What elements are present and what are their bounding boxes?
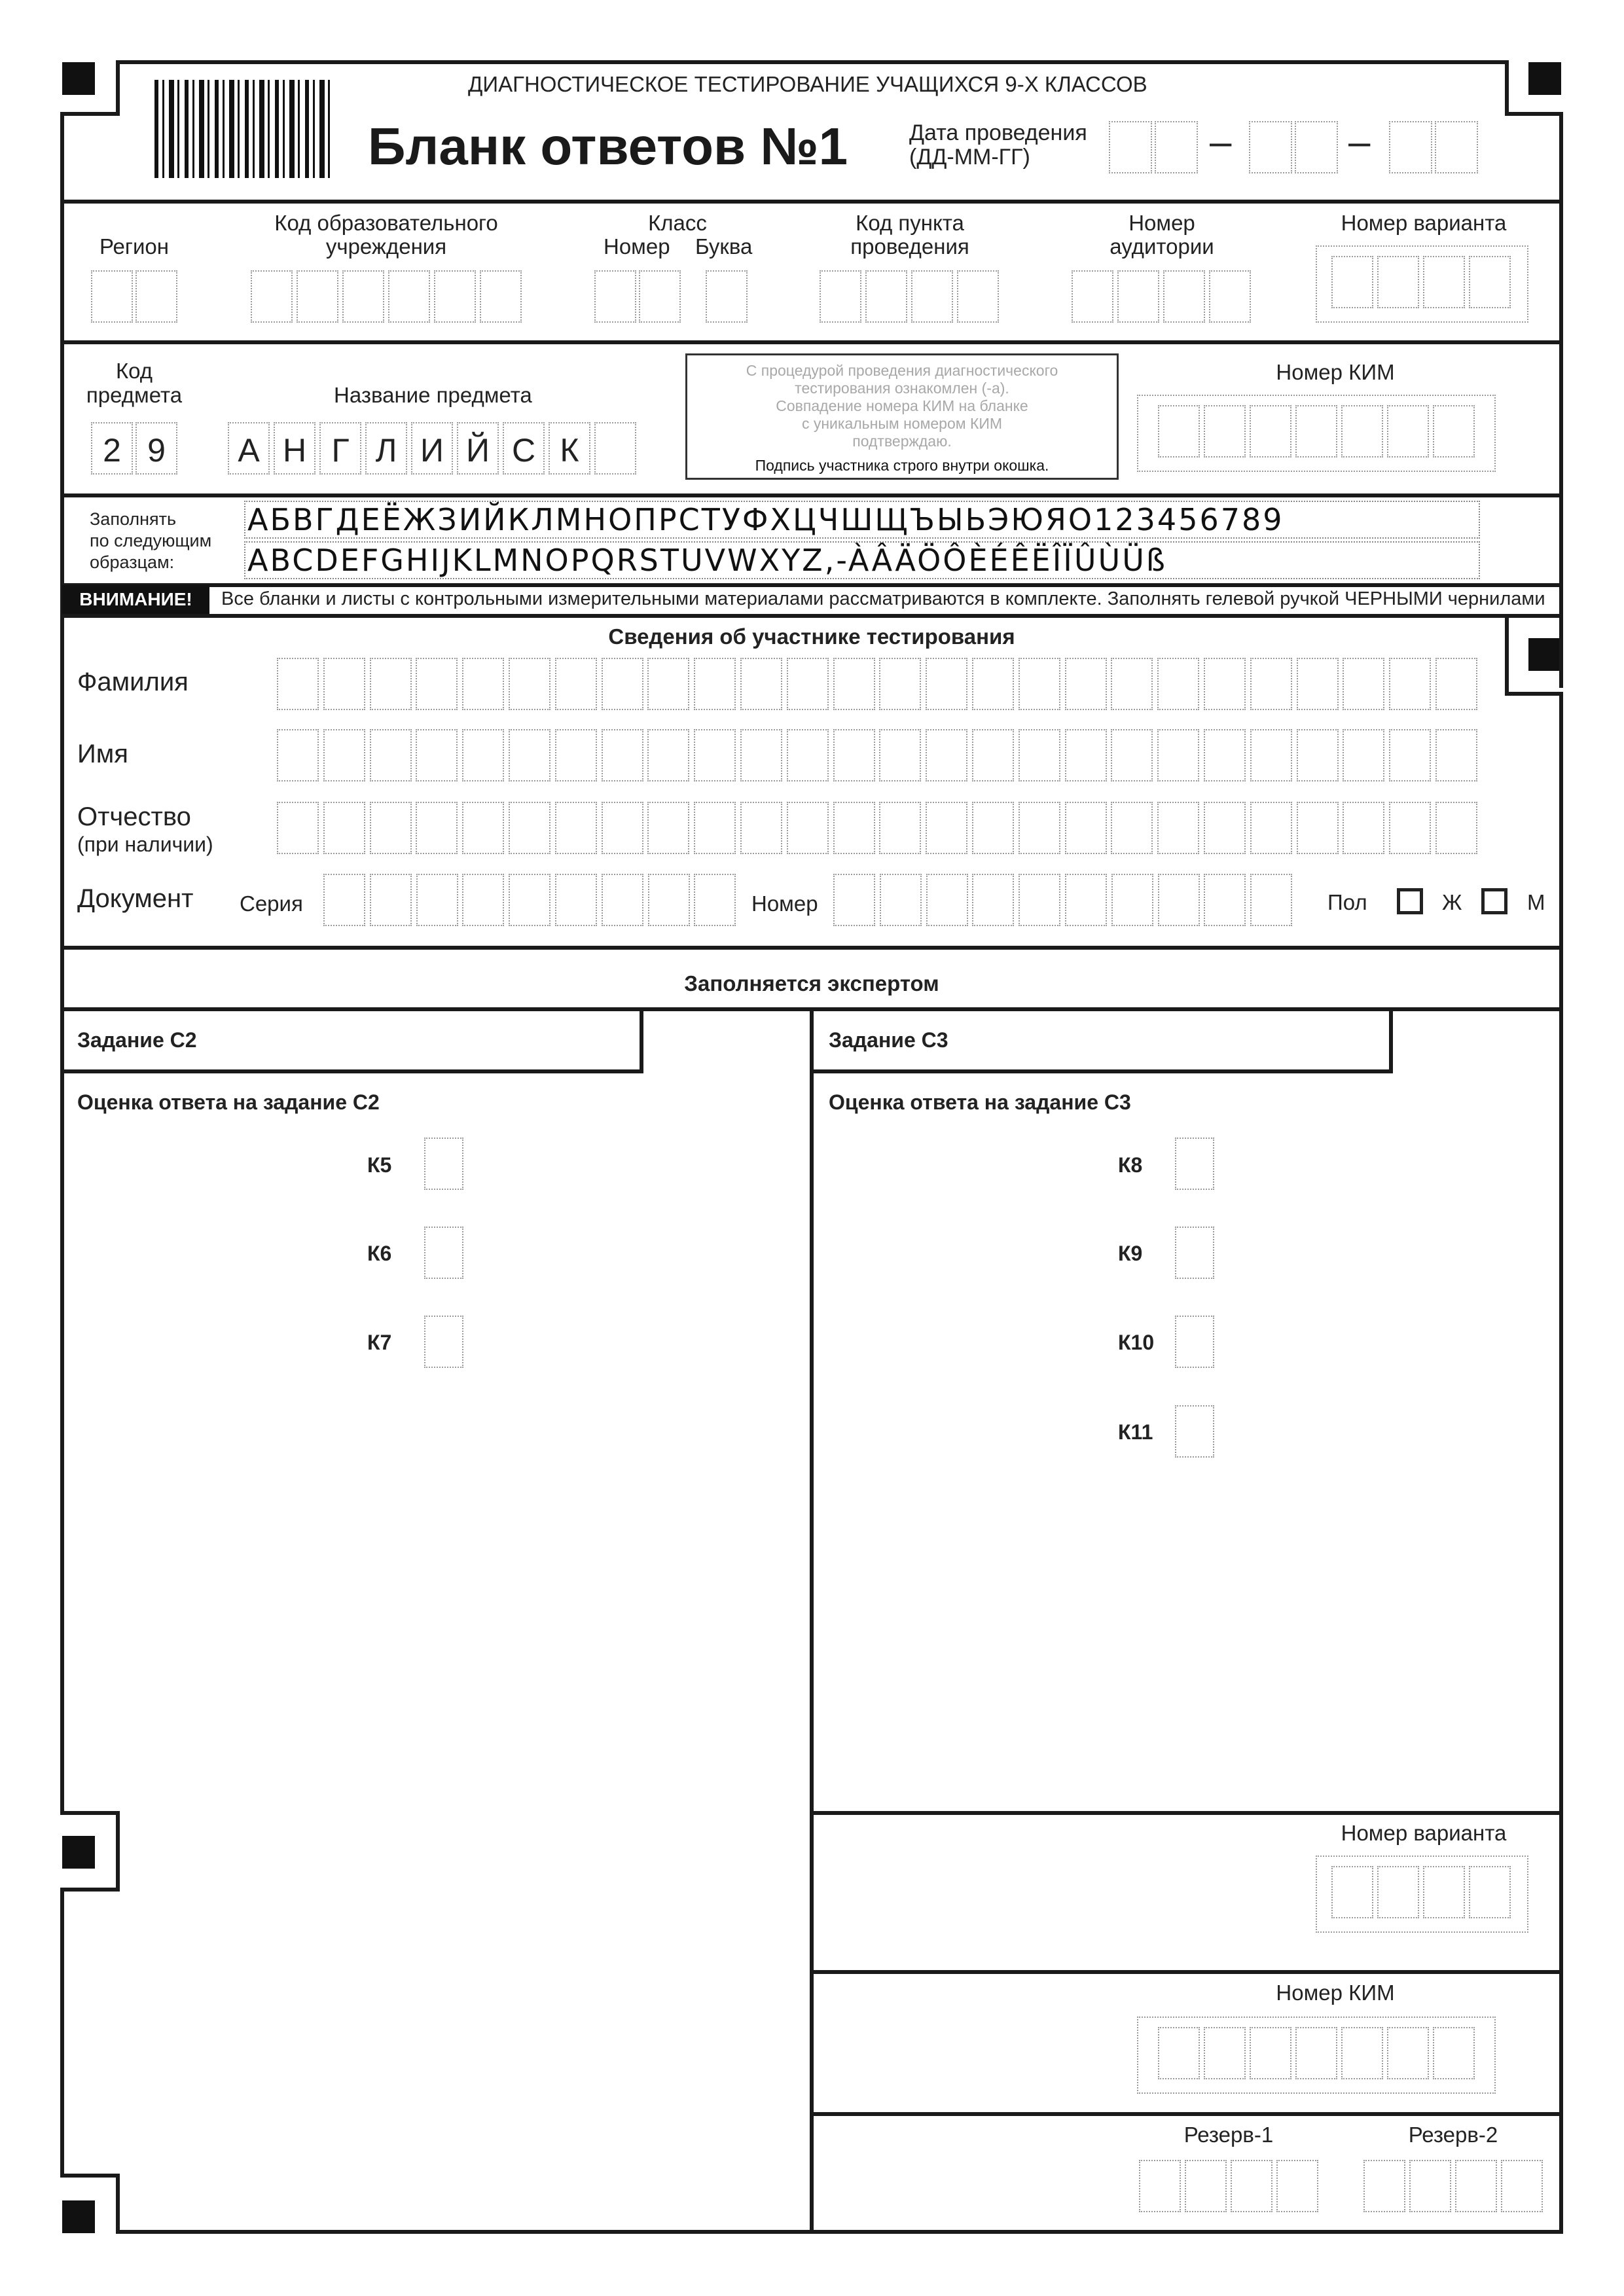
variant-cell[interactable] (1469, 256, 1511, 308)
date-day-cell[interactable] (1109, 121, 1152, 173)
date-label: Дата проведения (909, 120, 1087, 145)
divider-subject (60, 493, 1563, 497)
expert-kim-label: Номер КИМ (1276, 1981, 1395, 2005)
name-cell[interactable] (787, 729, 829, 781)
document-series-cell[interactable] (509, 874, 550, 926)
subject-code-digit: 9 (147, 432, 166, 469)
criterion-k10-cell[interactable] (1175, 1316, 1214, 1368)
class-number-cell[interactable] (639, 270, 681, 323)
surname-cell[interactable] (370, 658, 412, 710)
consent-text-line: с уникальным номером КИМ (801, 415, 1003, 432)
point-code-cell[interactable] (957, 270, 999, 323)
expert-column-divider (810, 1007, 814, 2232)
name-cell[interactable] (1111, 729, 1153, 781)
subject-letter: Г (331, 432, 350, 469)
surname-cell[interactable] (833, 658, 875, 710)
patronymic-cell[interactable] (509, 802, 550, 854)
corner-marker-top-left (62, 62, 95, 95)
subject-name-cell[interactable] (319, 422, 361, 475)
gender-male-checkbox[interactable] (1481, 888, 1507, 914)
kim-cell[interactable] (1204, 405, 1246, 457)
surname-cell[interactable] (1343, 658, 1384, 710)
school-code-cell[interactable] (251, 270, 293, 323)
kim-cell[interactable] (1158, 405, 1200, 457)
subject-name-cell[interactable] (228, 422, 270, 475)
surname-cell[interactable] (509, 658, 550, 710)
date-format-label: (ДД-ММ-ГГ) (909, 145, 1030, 170)
divider-expert-reserve (810, 2112, 1563, 2116)
patronymic-cell[interactable] (1065, 802, 1107, 854)
task-c2-tab-bottom (60, 1069, 643, 1073)
kim-cell[interactable] (1341, 405, 1383, 457)
patronymic-cell[interactable] (1111, 802, 1153, 854)
criterion-k9-label: К9 (1118, 1242, 1143, 1265)
expert-kim-cell[interactable] (1204, 2027, 1246, 2079)
class-number-cell[interactable] (594, 270, 636, 323)
patronymic-cell[interactable] (370, 802, 412, 854)
surname-cell[interactable] (1157, 658, 1199, 710)
surname-cell[interactable] (1250, 658, 1292, 710)
patronymic-cell[interactable] (647, 802, 689, 854)
class-letter-cell[interactable] (706, 270, 748, 323)
subject-name-cell[interactable] (594, 422, 636, 475)
patronymic-cell[interactable] (879, 802, 921, 854)
patronymic-label: Отчество (77, 802, 191, 831)
corner-marker-bottom-left (62, 2200, 95, 2233)
surname-cell[interactable] (787, 658, 829, 710)
room-label: Номер (1128, 211, 1195, 235)
school-code-cell[interactable] (480, 270, 522, 323)
name-cell[interactable] (555, 729, 597, 781)
document-series-cell[interactable] (555, 874, 597, 926)
date-year-cell[interactable] (1389, 121, 1432, 173)
subject-name-cell[interactable] (274, 422, 316, 475)
kim-field[interactable] (1137, 395, 1496, 472)
point-code-cell[interactable] (820, 270, 861, 323)
sample-row-cyrillic: АБВГДЕЁЖЗИЙКЛМНОПРСТУФХЦЧШЩЪЫЬЭЮЯО123456789 (247, 502, 1284, 537)
reserve2-cell[interactable] (1501, 2160, 1543, 2212)
room-cell[interactable] (1072, 270, 1113, 323)
criterion-k11-label: К11 (1118, 1420, 1153, 1444)
expert-variant-cell[interactable] (1469, 1866, 1511, 1918)
patronymic-cell[interactable] (1250, 802, 1292, 854)
subject-code-label-2: предмета (86, 383, 183, 407)
name-cell[interactable] (462, 729, 504, 781)
criterion-k5-label: К5 (367, 1153, 392, 1177)
warning-text: Все бланки и листы с контрольными измерительными материалами рассматриваются в комплекте. Заполнять гелевой ручкой ЧЕРНЫМИ чернилами (221, 588, 1545, 609)
document-label: Документ (77, 884, 194, 913)
surname-cell[interactable] (1435, 658, 1477, 710)
surname-cell[interactable] (647, 658, 689, 710)
expert-kim-cell[interactable] (1158, 2027, 1200, 2079)
subject-letter: Н (282, 432, 307, 469)
patronymic-cell[interactable] (416, 802, 458, 854)
expert-section-title: Заполняется экспертом (684, 971, 939, 996)
patronymic-cell[interactable] (1019, 802, 1060, 854)
name-cell[interactable] (879, 729, 921, 781)
expert-kim-cell[interactable] (1341, 2027, 1383, 2079)
subject-letter: К (560, 432, 579, 469)
name-label: Имя (77, 740, 128, 768)
subject-letter: С (511, 432, 536, 469)
name-cell[interactable] (972, 729, 1014, 781)
surname-cell[interactable] (462, 658, 504, 710)
surname-label: Фамилия (77, 668, 189, 696)
divider-warning (60, 614, 1563, 618)
criterion-k9-cell[interactable] (1175, 1227, 1214, 1279)
patronymic-cell[interactable] (277, 802, 319, 854)
criterion-k6-cell[interactable] (424, 1227, 463, 1279)
document-series-cell[interactable] (323, 874, 365, 926)
document-number-cell[interactable] (1204, 874, 1246, 926)
name-cell[interactable] (1297, 729, 1339, 781)
criterion-k8-label: К8 (1118, 1153, 1143, 1177)
school-code-cell[interactable] (342, 270, 384, 323)
school-code-label-2: учреждения (325, 234, 447, 259)
surname-cell[interactable] (879, 658, 921, 710)
region-cell[interactable] (135, 270, 177, 323)
class-label: Класс (648, 211, 707, 235)
patronymic-cell[interactable] (926, 802, 967, 854)
expert-variant-cell[interactable] (1423, 1866, 1465, 1918)
room-label-2: аудитории (1110, 234, 1214, 259)
reserve1-cell[interactable] (1231, 2160, 1272, 2212)
name-cell[interactable] (926, 729, 967, 781)
variant-cell[interactable] (1331, 256, 1373, 308)
patronymic-cell[interactable] (555, 802, 597, 854)
patronymic-cell[interactable] (1389, 802, 1431, 854)
criterion-k10-label: К10 (1118, 1331, 1155, 1354)
subject-name-cell[interactable] (503, 422, 545, 475)
consent-text-line: тестирования ознакомлен (-а). (795, 380, 1009, 397)
name-cell[interactable] (602, 729, 643, 781)
sample-row-latin: ABCDEFGHIJKLMNOPQRSTUVWXYZ,-ÀÂÄÖÔÈÉÊËÎÏÛÙÜß (247, 543, 1167, 578)
variant-field[interactable] (1316, 245, 1528, 323)
samples-label: Заполнять (90, 509, 177, 529)
subject-letter: А (238, 432, 260, 469)
expert-variant-cell[interactable] (1331, 1866, 1373, 1918)
document-number-cell[interactable] (972, 874, 1014, 926)
subject-code-digit: 2 (103, 432, 121, 469)
room-cell[interactable] (1163, 270, 1205, 323)
name-cell[interactable] (416, 729, 458, 781)
patronymic-cell[interactable] (462, 802, 504, 854)
name-cell[interactable] (740, 729, 782, 781)
subject-code-cell[interactable] (91, 422, 133, 475)
class-letter-label: Буква (695, 234, 753, 259)
divider-samples (60, 583, 1563, 587)
point-code-cell[interactable] (911, 270, 953, 323)
date-day-cell[interactable] (1155, 121, 1198, 173)
subject-code-label: Код (115, 359, 153, 383)
name-cell[interactable] (1204, 729, 1246, 781)
document-series-cell[interactable] (462, 874, 504, 926)
reserve1-cell[interactable] (1185, 2160, 1227, 2212)
task-c2-tab-side (640, 1007, 643, 1073)
subject-letter: И (420, 432, 444, 469)
point-code-label-2: проведения (850, 234, 969, 259)
date-separator: – (1348, 120, 1371, 164)
patronymic-cell[interactable] (833, 802, 875, 854)
surname-cell[interactable] (694, 658, 736, 710)
samples-label-2: по следующим (90, 531, 212, 550)
criterion-k11-cell[interactable] (1175, 1405, 1214, 1458)
variant-label: Номер варианта (1341, 211, 1507, 235)
document-number-cell[interactable] (880, 874, 922, 926)
patronymic-cell[interactable] (323, 802, 365, 854)
consent-text-line: подтверждаю. (852, 433, 952, 450)
document-number-cell[interactable] (1019, 874, 1060, 926)
surname-cell[interactable] (1389, 658, 1431, 710)
school-code-cell[interactable] (388, 270, 430, 323)
expert-kim-cell[interactable] (1387, 2027, 1429, 2079)
name-cell[interactable] (1157, 729, 1199, 781)
surname-cell[interactable] (277, 658, 319, 710)
form-title: Бланк ответов №1 (368, 117, 848, 175)
warning-badge-text: ВНИМАНИЕ! (79, 589, 192, 609)
subject-name-cell[interactable] (457, 422, 499, 475)
divider-expert-kim (810, 1970, 1563, 1974)
name-cell[interactable] (1250, 729, 1292, 781)
surname-cell[interactable] (1019, 658, 1060, 710)
document-number-cell[interactable] (926, 874, 968, 926)
patronymic-cell[interactable] (740, 802, 782, 854)
document-number-cell[interactable] (1158, 874, 1200, 926)
signature-box[interactable] (685, 353, 1119, 480)
document-series-cell[interactable] (602, 874, 643, 926)
consent-text-line: Совпадение номера КИМ на бланке (776, 397, 1028, 414)
name-cell[interactable] (1389, 729, 1431, 781)
test-title: ДИАГНОСТИЧЕСКОЕ ТЕСТИРОВАНИЕ УЧАЩИХСЯ 9-Х КЛАССОВ (468, 72, 1147, 96)
document-series-cell[interactable] (416, 874, 458, 926)
patronymic-note: (при наличии) (77, 833, 213, 856)
kim-cell[interactable] (1295, 405, 1337, 457)
room-cell[interactable] (1209, 270, 1251, 323)
surname-cell[interactable] (416, 658, 458, 710)
name-cell[interactable] (833, 729, 875, 781)
document-number-cell[interactable] (1065, 874, 1107, 926)
name-cell[interactable] (1065, 729, 1107, 781)
document-series-cell[interactable] (694, 874, 736, 926)
samples-label-3: образцам: (90, 552, 175, 572)
document-number-cell[interactable] (833, 874, 875, 926)
surname-cell[interactable] (926, 658, 967, 710)
name-cell[interactable] (509, 729, 550, 781)
consent-text-line: С процедурой проведения диагностического (746, 362, 1058, 379)
task-c3-title: Задание С3 (829, 1028, 948, 1052)
expert-variant-label: Номер варианта (1341, 1821, 1507, 1845)
divider-header (60, 200, 1563, 204)
signature-note: Подпись участника строго внутри окошка. (755, 457, 1049, 474)
name-cell[interactable] (370, 729, 412, 781)
name-cell[interactable] (1435, 729, 1477, 781)
date-month-cell[interactable] (1295, 121, 1338, 173)
document-series-cell[interactable] (648, 874, 690, 926)
barcode (154, 80, 330, 178)
gender-label: Пол (1327, 890, 1367, 914)
subject-letter: Й (466, 432, 490, 469)
subject-letter: Л (375, 432, 397, 469)
patronymic-cell[interactable] (1204, 802, 1246, 854)
kim-cell[interactable] (1433, 405, 1475, 457)
name-cell[interactable] (323, 729, 365, 781)
divider-expert-variant (810, 1811, 1563, 1815)
subject-code-cell[interactable] (135, 422, 177, 475)
surname-cell[interactable] (1111, 658, 1153, 710)
date-month-cell[interactable] (1249, 121, 1292, 173)
task-c3-tab-side (1389, 1007, 1393, 1073)
patronymic-cell[interactable] (602, 802, 643, 854)
divider-codes (60, 340, 1563, 344)
room-cell[interactable] (1117, 270, 1159, 323)
gender-female-label: Ж (1442, 890, 1462, 914)
divider-participant (60, 946, 1563, 950)
point-code-cell[interactable] (865, 270, 907, 323)
number-label: Номер (751, 891, 818, 916)
class-number-label: Номер (604, 234, 670, 259)
variant-cell[interactable] (1377, 256, 1419, 308)
document-number-cell[interactable] (1250, 874, 1292, 926)
reserve2-cell[interactable] (1455, 2160, 1497, 2212)
reserve2-cell[interactable] (1409, 2160, 1451, 2212)
kim-cell[interactable] (1250, 405, 1291, 457)
surname-cell[interactable] (1204, 658, 1246, 710)
surname-cell[interactable] (972, 658, 1014, 710)
gender-female-checkbox[interactable] (1397, 888, 1423, 914)
series-label: Серия (240, 891, 303, 916)
patronymic-cell[interactable] (972, 802, 1014, 854)
reserve1-cell[interactable] (1139, 2160, 1181, 2212)
corner-marker-top-right (1528, 62, 1561, 95)
kim-cell[interactable] (1387, 405, 1429, 457)
region-label: Регион (99, 234, 169, 259)
reserve1-label: Резерв-1 (1183, 2123, 1274, 2147)
school-code-cell[interactable] (297, 270, 338, 323)
surname-cell[interactable] (1297, 658, 1339, 710)
score-c3-title: Оценка ответа на задание С3 (829, 1090, 1131, 1114)
surname-cell[interactable] (555, 658, 597, 710)
patronymic-cell[interactable] (1435, 802, 1477, 854)
subject-name-cell[interactable] (549, 422, 590, 475)
task-c2-title: Задание С2 (77, 1028, 197, 1052)
point-code-label: Код пункта (856, 211, 964, 235)
criterion-k8-cell[interactable] (1175, 1138, 1214, 1190)
warning-badge (62, 585, 209, 614)
patronymic-cell[interactable] (1297, 802, 1339, 854)
name-cell[interactable] (277, 729, 319, 781)
gender-male-label: М (1527, 890, 1545, 914)
surname-cell[interactable] (602, 658, 643, 710)
document-number-cell[interactable] (1111, 874, 1153, 926)
region-cell[interactable] (91, 270, 133, 323)
school-code-label: Код образовательного (274, 211, 498, 235)
task-c3-tab-bottom (810, 1069, 1393, 1073)
criterion-k7-label: К7 (367, 1331, 392, 1354)
reserve2-label: Резерв-2 (1408, 2123, 1498, 2147)
expert-kim-cell[interactable] (1433, 2027, 1475, 2079)
variant-cell[interactable] (1423, 256, 1465, 308)
expert-kim-field[interactable] (1137, 2017, 1496, 2094)
surname-cell[interactable] (1065, 658, 1107, 710)
subject-name-label: Название предмета (334, 383, 532, 407)
name-cell[interactable] (694, 729, 736, 781)
criterion-k5-cell[interactable] (424, 1138, 463, 1190)
score-c2-title: Оценка ответа на задание С2 (77, 1090, 380, 1114)
expert-kim-cell[interactable] (1250, 2027, 1291, 2079)
expert-kim-cell[interactable] (1295, 2027, 1337, 2079)
criterion-k6-label: К6 (367, 1242, 392, 1265)
expert-variant-field[interactable] (1316, 1856, 1528, 1933)
patronymic-cell[interactable] (787, 802, 829, 854)
patronymic-cell[interactable] (694, 802, 736, 854)
corner-marker-mid-left (62, 1836, 95, 1869)
subject-name-cell[interactable] (365, 422, 407, 475)
participant-section-title: Сведения об участнике тестирования (608, 624, 1015, 649)
patronymic-cell[interactable] (1343, 802, 1384, 854)
date-year-cell[interactable] (1435, 121, 1478, 173)
patronymic-cell[interactable] (1157, 802, 1199, 854)
name-cell[interactable] (1019, 729, 1060, 781)
expert-variant-cell[interactable] (1377, 1866, 1419, 1918)
name-cell[interactable] (647, 729, 689, 781)
name-cell[interactable] (1343, 729, 1384, 781)
date-separator: – (1210, 120, 1232, 164)
subject-name-cell[interactable] (411, 422, 453, 475)
reserve2-cell[interactable] (1363, 2160, 1405, 2212)
criterion-k7-cell[interactable] (424, 1316, 463, 1368)
kim-label: Номер КИМ (1276, 360, 1395, 384)
document-series-cell[interactable] (370, 874, 412, 926)
school-code-cell[interactable] (434, 270, 476, 323)
surname-cell[interactable] (740, 658, 782, 710)
reserve1-cell[interactable] (1276, 2160, 1318, 2212)
surname-cell[interactable] (323, 658, 365, 710)
